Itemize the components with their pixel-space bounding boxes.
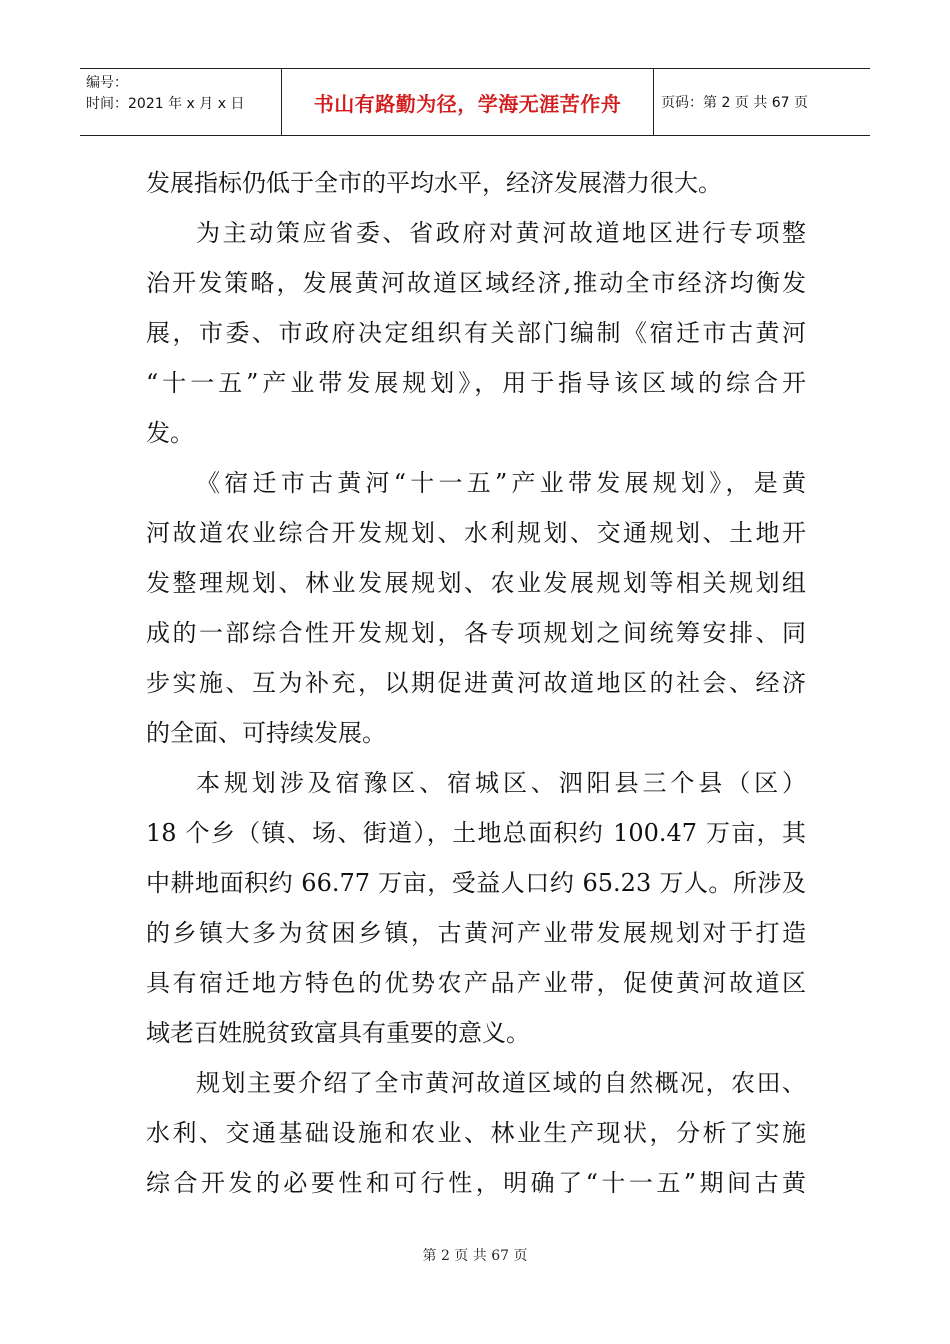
body-line: 域老百姓脱贫致富具有重要的意义。 xyxy=(146,1019,530,1047)
body-line: 为主动策应省委、省政府对黄河故道地区进行专项整 xyxy=(196,219,806,247)
header-motto: 书山有路勤为径，学海无涯苦作舟 xyxy=(313,91,622,116)
page-code: 页码：第 2 页 共 67 页 xyxy=(661,95,808,111)
body-line: 发展指标仍低于全市的平均水平，经济发展潜力很大。 xyxy=(146,169,722,197)
document-header xyxy=(80,68,870,136)
body-line: 本规划涉及宿豫区、宿城区、泗阳县三个县（区） xyxy=(196,769,806,797)
body-line: 的乡镇大多为贫困乡镇，古黄河产业带发展规划对于打造 xyxy=(146,919,806,947)
date-label: 时间：2021 年 x 月 x 日 xyxy=(86,96,245,112)
body-line: 综合开发的必要性和可行性，明确了“十一五”期间古黄 xyxy=(146,1169,806,1197)
body-line: 发整理规划、林业发展规划、农业发展规划等相关规划组 xyxy=(146,569,806,597)
body-line: 成的一部综合性开发规划，各专项规划之间统筹安排、同 xyxy=(146,619,806,647)
body-line: “十一五”产业带发展规划》，用于指导该区域的综合开 xyxy=(146,369,806,397)
page-footer xyxy=(0,1245,950,1265)
body-line: 18 个乡（镇、场、街道），土地总面积约 100.47 万亩，其 xyxy=(146,819,806,847)
body-line: 河故道农业综合开发规划、水利规划、交通规划、土地开 xyxy=(146,519,806,547)
number-label: 编号： xyxy=(86,75,128,91)
footer-page-number: 第 2 页 共 67 页 xyxy=(422,1248,528,1264)
document-body xyxy=(146,158,806,1208)
header-motto-cell xyxy=(282,69,654,135)
body-line: 具有宿迁地方特色的优势农产品产业带，促使黄河故道区 xyxy=(146,969,806,997)
body-line: 展，市委、市政府决定组织有关部门编制《宿迁市古黄河 xyxy=(146,319,806,347)
body-line: 规划主要介绍了全市黄河故道区域的自然概况，农田、 xyxy=(196,1069,806,1097)
body-line: 水利、交通基础设施和农业、林业生产现状，分析了实施 xyxy=(146,1119,806,1147)
body-line: 中耕地面积约 66.77 万亩，受益人口约 65.23 万人。所涉及 xyxy=(146,869,806,897)
body-line: 《宿迁市古黄河“十一五”产业带发展规划》，是黄 xyxy=(196,469,806,497)
header-meta xyxy=(80,69,282,135)
body-line: 发。 xyxy=(146,419,194,447)
header-page-code-cell xyxy=(654,69,870,135)
body-line: 治开发策略，发展黄河故道区域经济,推动全市经济均衡发 xyxy=(146,269,806,297)
body-line: 步实施、互为补充，以期促进黄河故道地区的社会、经济 xyxy=(146,669,806,697)
body-line: 的全面、可持续发展。 xyxy=(146,719,386,747)
